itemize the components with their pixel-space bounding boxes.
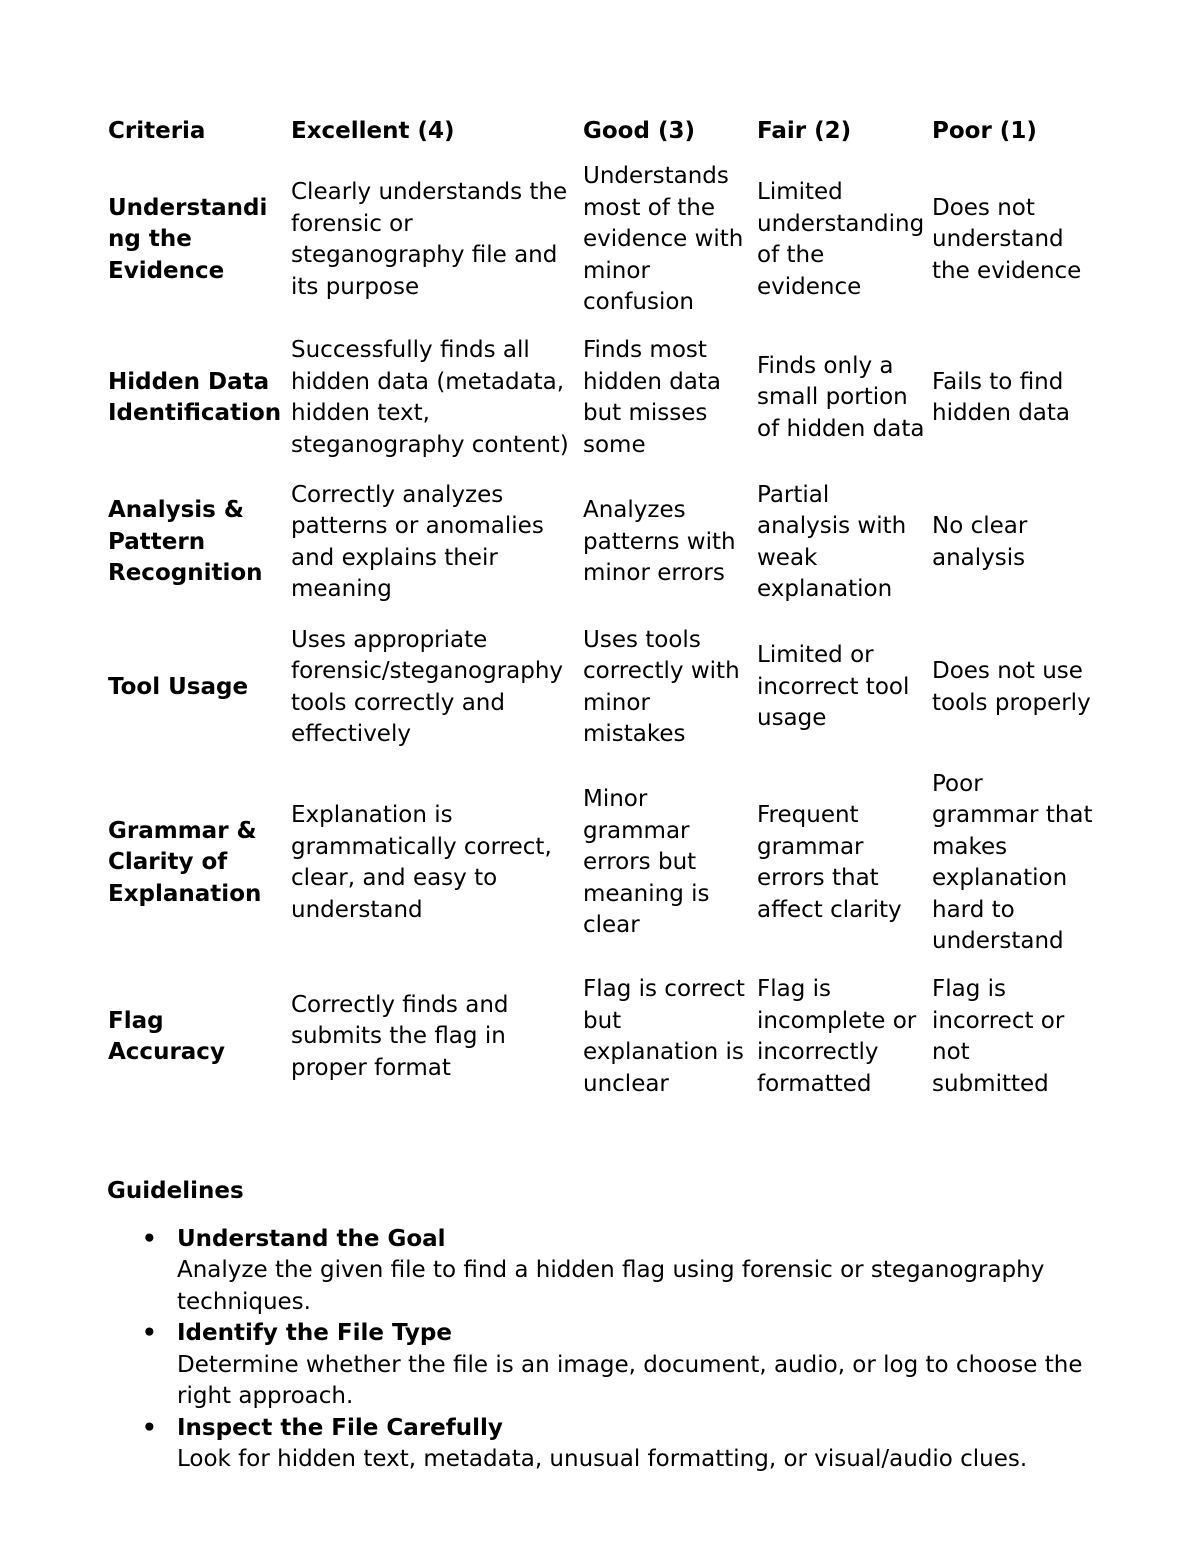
good-cell: Analyzes patterns with minor errors — [583, 497, 736, 587]
bullet-icon: • — [142, 1225, 157, 1252]
guidelines-list — [107, 1224, 1087, 1476]
criteria-cell: Tool Usage — [108, 673, 249, 700]
rubric-row-tool-usage — [103, 615, 1093, 760]
rubric-table — [103, 110, 1093, 1108]
poor-cell: Does not use tools properly — [932, 658, 1091, 716]
excellent-cell: Uses appropriate forensic/steganography tools correctly and effectively — [291, 626, 564, 747]
excellent-cell: Correctly analyzes patterns or anomalies and explains their meaning — [291, 481, 544, 602]
rubric-row-flag-accuracy — [103, 966, 1093, 1108]
criteria-cell: Understandi ng the Evidence — [108, 194, 268, 284]
poor-cell: Does not understand the evidence — [932, 194, 1082, 284]
rubric-row-grammar — [103, 760, 1093, 966]
rubric-row-analysis — [103, 470, 1093, 615]
header-good: Good (3) — [583, 118, 695, 145]
fair-cell: Frequent grammar errors that affect clarity — [757, 802, 902, 923]
criteria-cell: Flag Accuracy — [108, 1007, 225, 1065]
fair-cell: Limited or incorrect tool usage — [757, 642, 910, 732]
rubric-row-hidden-data — [103, 326, 1093, 470]
excellent-cell: Correctly finds and submits the flag in proper format — [291, 991, 509, 1081]
poor-cell: Fails to find hidden data — [932, 368, 1071, 426]
fair-cell: Partial analysis with weak explanation — [757, 481, 907, 602]
excellent-cell: Explanation is grammatically correct, clear, and easy to understand — [291, 802, 552, 923]
criteria-cell: Analysis & Pattern Recognition — [108, 497, 263, 587]
fair-cell: Finds only a small portion of hidden data — [757, 352, 925, 442]
header-criteria: Criteria — [108, 118, 206, 145]
rubric-header-row — [103, 110, 1093, 154]
guideline-title: Understand the Goal — [177, 1225, 446, 1252]
good-cell: Finds most hidden data but misses some — [583, 337, 722, 458]
fair-cell: Limited understanding of the evidence — [757, 179, 925, 300]
good-cell: Uses tools correctly with minor mistakes — [583, 626, 740, 747]
bullet-icon: • — [142, 1320, 157, 1346]
good-cell: Understands most of the evidence with minor confusion — [583, 163, 744, 316]
guidelines-section — [107, 1176, 1087, 1476]
fair-cell: Flag is incomplete or incorrectly formatted — [757, 976, 917, 1097]
poor-cell: No clear analysis — [932, 513, 1028, 571]
poor-cell: Flag is incorrect or not submitted — [932, 976, 1065, 1097]
guideline-text: Determine whether the file is an image, document, audio, or log to choose the right approach. — [177, 1351, 1083, 1409]
guideline-title: Inspect the File Carefully — [177, 1414, 503, 1441]
criteria-cell: Hidden Data Identification — [108, 368, 282, 426]
header-poor: Poor (1) — [932, 118, 1037, 145]
guideline-item — [142, 1413, 1087, 1476]
excellent-cell: Clearly understands the forensic or steganography file and its purpose — [291, 179, 568, 300]
good-cell: Flag is correct but explanation is unclear — [583, 976, 745, 1097]
bullet-icon: • — [142, 1414, 157, 1441]
criteria-cell: Grammar & Clarity of Explanation — [108, 817, 262, 907]
excellent-cell: Successfully finds all hidden data (metadata, hidden text, steganography content) — [291, 337, 569, 458]
guidelines-heading: Guidelines — [107, 1178, 244, 1204]
guideline-text: Analyze the given file to find a hidden flag using forensic or steganography techniques. — [177, 1257, 1045, 1315]
guideline-text: Look for hidden text, metadata, unusual formatting, or visual/audio clues. — [177, 1446, 1028, 1472]
guideline-item — [142, 1224, 1087, 1319]
guideline-title: Identify the File Type — [177, 1320, 452, 1346]
poor-cell: Poor grammar that makes explanation hard to understand — [932, 770, 1093, 954]
header-excellent: Excellent (4) — [291, 118, 455, 145]
header-fair: Fair (2) — [757, 118, 852, 145]
good-cell: Minor grammar errors but meaning is clear — [583, 786, 710, 939]
guideline-item — [142, 1318, 1087, 1413]
rubric-row-understanding-evidence — [103, 154, 1093, 326]
